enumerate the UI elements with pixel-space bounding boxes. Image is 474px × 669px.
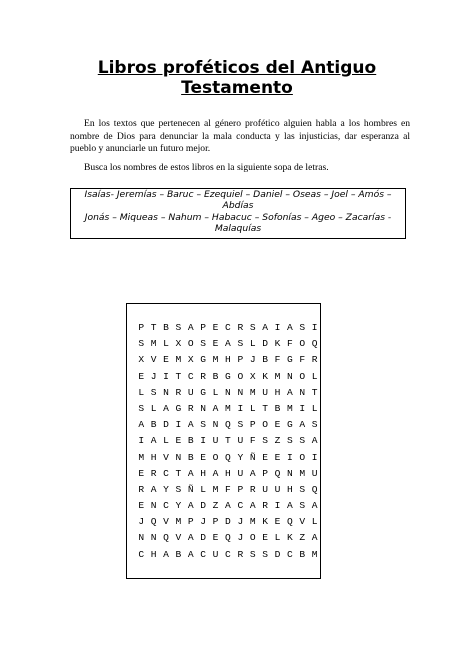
word-search-cell: C (163, 500, 169, 512)
word-search-cell: S (237, 338, 244, 350)
instruction-text: Busca los nombres de estos libros en la siguiente sopa de letras. (84, 162, 329, 173)
word-search-cell: S (262, 435, 268, 447)
word-search-cell: E (212, 532, 219, 544)
word-search-cell: V (175, 532, 182, 544)
word-search-cell: C (287, 548, 293, 560)
word-search-cell: P (200, 322, 207, 333)
word-search-cell: A (225, 338, 231, 350)
word-search-cell: R (249, 483, 256, 495)
word-search-cell: I (200, 435, 207, 447)
word-search-cell: K (262, 516, 268, 528)
word-search-cell: C (187, 370, 194, 382)
word-search-cell: A (212, 467, 219, 479)
word-search-cell: C (225, 322, 231, 333)
word-search-cell: U (212, 435, 219, 447)
word-search-cell: R (237, 548, 244, 560)
word-search-cell: P (262, 467, 268, 479)
word-search-cell: B (150, 419, 157, 431)
word-search-cell: M (287, 402, 293, 414)
word-search-cell: Y (175, 500, 182, 512)
word-search-cell: L (163, 435, 169, 447)
title-line-1: Libros proféticos del Antiguo (97, 58, 377, 78)
word-search-cell: C (138, 548, 145, 560)
word-search-cell: A (249, 500, 256, 512)
word-search-cell: L (311, 370, 318, 382)
word-search-cell: F (274, 354, 281, 366)
word-search-cell: A (287, 386, 293, 398)
word-search-cell: R (187, 402, 194, 414)
word-search-cell: S (200, 419, 207, 431)
word-search-cell: R (175, 386, 182, 398)
word-search-cell: A (262, 322, 268, 333)
title-line-2: Testamento (181, 78, 293, 98)
word-search-cell: A (299, 419, 306, 431)
word-search-cell: R (200, 370, 207, 382)
word-search-cell: B (299, 548, 306, 560)
word-search-cell: H (200, 467, 207, 479)
word-search-cell: S (175, 483, 182, 495)
word-search-cell: S (299, 483, 306, 495)
word-search-cell: N (150, 532, 157, 544)
word-search-cell: M (249, 386, 256, 398)
intro-text: En los textos que pertenecen al género profético alguien habla a los hombres en nombre de Dios para denunciar la mala conducta y las injusticias, dar esperanza al pueblo y anunciarle un futuro mejor. (70, 118, 410, 154)
word-search-cell: G (175, 402, 182, 414)
word-search-cell: J (237, 532, 244, 544)
word-search-cell: E (262, 532, 268, 544)
word-search-cell: Z (299, 532, 306, 544)
books-line-4: Malaquías (214, 223, 262, 235)
word-search-cell: Y (237, 451, 244, 463)
word-search-cell: A (187, 419, 194, 431)
word-search-cell: J (150, 370, 157, 382)
word-search-cell: B (212, 370, 219, 382)
word-search-cell: G (287, 354, 293, 366)
word-search-cell: E (200, 451, 207, 463)
word-search-cell: O (299, 370, 306, 382)
word-search-cell: C (200, 548, 207, 560)
word-search-cell: A (311, 435, 318, 447)
word-search-cell: N (175, 451, 182, 463)
word-search-cell: N (287, 467, 293, 479)
word-search-cell: N (163, 386, 169, 398)
word-search-cell: E (262, 451, 268, 463)
word-search-cell: B (163, 322, 169, 333)
word-search-cell: L (311, 402, 318, 414)
word-search-cell: I (163, 370, 169, 382)
word-search-cell: R (150, 467, 157, 479)
word-search-cell: P (237, 354, 244, 366)
word-search-cell: L (150, 402, 157, 414)
word-search-cell: D (274, 548, 281, 560)
word-search-cell: I (175, 419, 182, 431)
word-search-cell: I (274, 322, 281, 333)
word-search-cell: M (299, 467, 306, 479)
word-search-cell: J (138, 516, 145, 528)
word-search-cell: Q (150, 516, 157, 528)
word-search-cell: U (187, 386, 194, 398)
word-search-cell: A (187, 500, 194, 512)
word-search-cell: A (249, 467, 256, 479)
word-search-cell: E (212, 338, 219, 350)
word-search-cell: M (225, 402, 231, 414)
word-search-cell: T (175, 467, 182, 479)
word-search-cell: N (237, 386, 244, 398)
word-search-cell: M (138, 451, 145, 463)
word-search-cell: H (150, 451, 157, 463)
word-search-cell: A (187, 467, 194, 479)
word-search-cell: M (175, 354, 182, 366)
word-search-cell: S (138, 338, 145, 350)
word-search-cell: O (237, 370, 244, 382)
word-search-cell: B (262, 354, 268, 366)
word-search-cell: M (212, 354, 219, 366)
word-search-cell: P (237, 483, 244, 495)
word-search-cell: L (249, 338, 256, 350)
word-search-cell: D (225, 516, 231, 528)
word-search-cell: Q (311, 338, 318, 350)
word-search-cell: U (262, 483, 268, 495)
word-search-cell: E (274, 451, 281, 463)
word-search-grid (135, 320, 321, 563)
word-search-cell: T (311, 386, 318, 398)
word-search-cell: V (163, 516, 169, 528)
word-search-cell: F (299, 354, 306, 366)
word-search-cell: E (212, 322, 219, 333)
word-search-cell: A (287, 322, 293, 333)
word-search-cell: U (237, 435, 244, 447)
word-search-cell: G (200, 386, 207, 398)
word-search-cell: I (311, 451, 318, 463)
word-search-cell: F (225, 483, 231, 495)
word-search-cell: U (262, 386, 268, 398)
books-line-3: Jonás – Miqueas – Nahum – Habacuc – Sofonías – Ageo – Zacarías - (84, 211, 392, 223)
word-search-cell: M (175, 516, 182, 528)
word-search-cell: N (200, 402, 207, 414)
word-search-cell: G (287, 419, 293, 431)
word-search-cell: N (225, 386, 231, 398)
word-search-cell: X (187, 354, 194, 366)
word-search-cell: E (138, 500, 145, 512)
word-search-cell: M (249, 516, 256, 528)
word-search-cell: U (311, 467, 318, 479)
word-search-cell: O (262, 419, 268, 431)
word-search-cell: X (249, 370, 256, 382)
word-search-cell: X (138, 354, 145, 366)
word-search-cell: O (249, 532, 256, 544)
intro-paragraph (70, 118, 410, 156)
word-search-cell: M (212, 483, 219, 495)
word-search-cell: A (187, 322, 194, 333)
word-search-cell: S (175, 322, 182, 333)
word-search-cell: Q (225, 419, 231, 431)
word-search-cell: I (274, 500, 281, 512)
word-search-cell: Q (274, 467, 281, 479)
word-search-cell: M (274, 370, 281, 382)
word-search-cell: S (299, 322, 306, 333)
word-search-cell: S (249, 548, 256, 560)
word-search-cell: S (200, 338, 207, 350)
word-search-cell: N (287, 370, 293, 382)
word-search-cell: H (274, 386, 281, 398)
word-search-cell: A (138, 419, 145, 431)
word-search-cell: P (249, 419, 256, 431)
books-line-1: Isaías- Jeremías – Baruc – Ezequiel – Daniel – Oseas – Joel – Amós – (84, 189, 392, 200)
word-search-cell: I (311, 322, 318, 333)
word-search-cell: S (299, 500, 306, 512)
word-search-cell: Q (163, 532, 169, 544)
word-search-cell: T (175, 370, 182, 382)
word-search-cell: K (274, 338, 281, 350)
word-search-cell: Q (225, 532, 231, 544)
word-search-cell: L (200, 483, 207, 495)
word-search-cell: T (225, 435, 231, 447)
word-search-cell: R (138, 483, 145, 495)
word-search-cell: N (138, 532, 145, 544)
word-search-cell: X (175, 338, 182, 350)
word-search-cell: C (163, 467, 169, 479)
word-search-cell: L (311, 516, 318, 528)
word-search-cell: H (225, 354, 231, 366)
word-search-cell: P (187, 516, 194, 528)
word-search-cell: Ñ (249, 451, 256, 463)
word-search-cell: L (163, 338, 169, 350)
word-search-box (126, 303, 321, 579)
word-search-cell: V (150, 354, 157, 366)
word-search-cell: A (311, 500, 318, 512)
word-search-cell: Y (163, 483, 169, 495)
word-search-cell: V (299, 516, 306, 528)
word-search-cell: A (212, 402, 219, 414)
word-search-cell: S (237, 419, 244, 431)
word-search-cell: L (249, 402, 256, 414)
word-search-cell: F (249, 435, 256, 447)
word-search-cell: A (187, 548, 194, 560)
word-search-cell: O (299, 338, 306, 350)
word-search-cell: S (287, 435, 293, 447)
word-search-cell: N (212, 419, 219, 431)
word-search-cell: I (237, 402, 244, 414)
word-search-cell: V (163, 451, 169, 463)
word-search-cell: M (150, 338, 157, 350)
word-search-cell: A (150, 435, 157, 447)
word-search-cell: I (287, 451, 293, 463)
word-search-cell: C (237, 500, 244, 512)
word-search-cell: E (175, 435, 182, 447)
word-search-cell: O (212, 451, 219, 463)
word-search-cell: H (150, 548, 157, 560)
word-search-cell: R (262, 500, 268, 512)
word-search-cell: I (299, 402, 306, 414)
word-search-cell: L (138, 386, 145, 398)
word-search-cell: J (200, 516, 207, 528)
word-search-cell: R (237, 322, 244, 333)
word-search-cell: H (287, 483, 293, 495)
word-search-cell: S (150, 386, 157, 398)
word-search-cell: U (237, 467, 244, 479)
word-search-cell: K (262, 370, 268, 382)
word-search-cell: J (237, 516, 244, 528)
word-search-cell: S (311, 419, 318, 431)
word-search-cell: S (249, 322, 256, 333)
word-search-cell: N (299, 386, 306, 398)
word-search-cell: O (187, 338, 194, 350)
word-search-cell: L (212, 386, 219, 398)
word-search-cell: O (299, 451, 306, 463)
word-search-cell: Q (225, 451, 231, 463)
word-search-cell: E (138, 370, 145, 382)
word-search-cell: D (163, 419, 169, 431)
word-search-cell: A (150, 483, 157, 495)
word-search-cell: A (163, 548, 169, 560)
word-search-cell: D (200, 500, 207, 512)
word-search-cell: N (150, 500, 157, 512)
word-search-cell: S (138, 402, 145, 414)
word-search-cell: R (311, 354, 318, 366)
word-search-cell: B (175, 548, 182, 560)
books-list-box (70, 188, 406, 239)
word-search-cell: C (225, 548, 231, 560)
page-title (40, 58, 434, 98)
word-search-cell: K (287, 532, 293, 544)
word-search-cell: E (138, 467, 145, 479)
word-search-cell: F (287, 338, 293, 350)
word-search-cell: U (274, 483, 281, 495)
word-search-cell: S (262, 548, 268, 560)
books-line-2: Abdías (222, 200, 254, 212)
word-search-cell: A (311, 532, 318, 544)
word-search-cell: D (262, 338, 268, 350)
word-search-cell: T (150, 322, 157, 333)
word-search-cell: Q (311, 483, 318, 495)
word-search-cell: D (200, 532, 207, 544)
word-search-cell: L (274, 532, 281, 544)
word-search-cell: A (225, 500, 231, 512)
word-search-cell: G (225, 370, 231, 382)
word-search-cell: I (138, 435, 145, 447)
word-search-cell: P (138, 322, 145, 333)
word-search-cell: E (274, 516, 281, 528)
word-search-cell: B (187, 451, 194, 463)
word-search-cell: B (274, 402, 281, 414)
word-search-cell: B (187, 435, 194, 447)
word-search-cell: U (212, 548, 219, 560)
word-search-cell: M (311, 548, 318, 560)
word-search-cell: Ñ (187, 483, 194, 495)
word-search-cell: A (163, 402, 169, 414)
word-search-cell: S (299, 435, 306, 447)
word-search-cell: A (287, 500, 293, 512)
word-search-cell: Q (287, 516, 293, 528)
word-search-cell: H (225, 467, 231, 479)
word-search-cell: E (163, 354, 169, 366)
word-search-cell: T (262, 402, 268, 414)
word-search-cell: A (187, 532, 194, 544)
word-search-cell: E (274, 419, 281, 431)
word-search-cell: Z (274, 435, 281, 447)
word-search-cell: G (200, 354, 207, 366)
word-search-cell: J (249, 354, 256, 366)
word-search-cell: Z (212, 500, 219, 512)
word-search-cell: P (212, 516, 219, 528)
